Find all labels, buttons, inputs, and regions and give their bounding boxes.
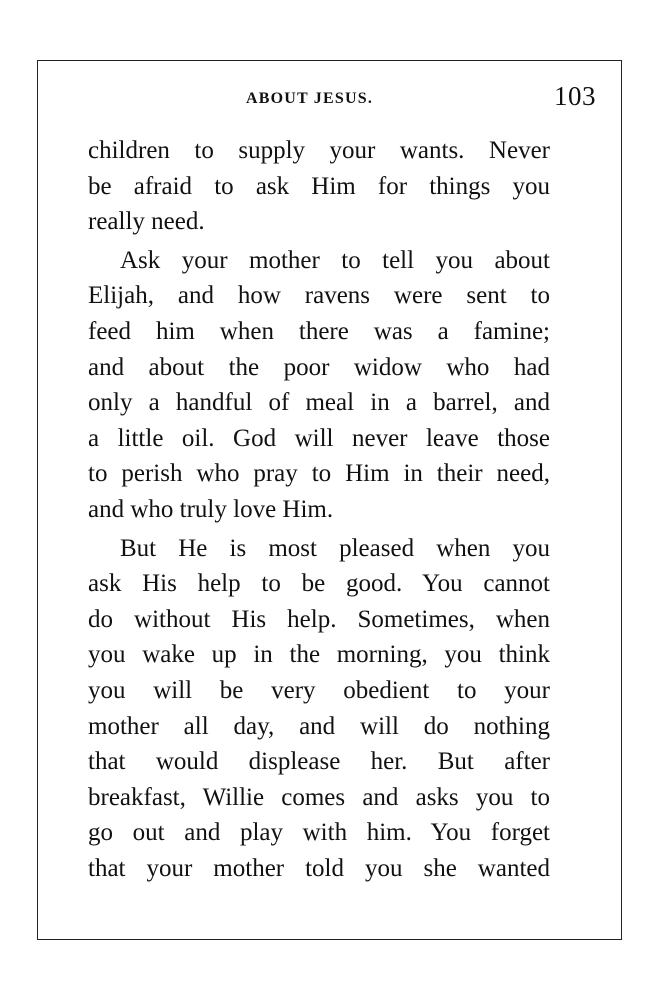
text-line: Ask your mother to tell you about [120,246,550,274]
page-header [38,79,621,119]
text-line: Elijah, and how ravens were sent to [88,282,550,310]
text-line: ask His help to be good. You cannot [88,570,550,598]
text-line: go out and play with him. You forget [88,819,550,847]
text-line: breakfast, Willie comes and asks you to [88,783,550,811]
text-line: that your mother told you she wanted [88,854,550,882]
page-number: 103 [554,81,596,111]
text-line: mother all day, and will do nothing [88,712,550,740]
text-line: do without His help. Sometimes, when [88,605,550,633]
running-title: ABOUT JESUS. [246,90,374,107]
text-line: only a handful of meal in a barrel, and [88,389,550,417]
text-line: really need. [88,208,205,236]
text-line: But He is most pleased when you [120,534,550,562]
text-line: a little oil. God will never leave those [88,424,550,452]
text-line: and who truly love Him. [88,495,334,523]
text-line: be afraid to ask Him for things you [88,172,550,200]
text-line: feed him when there was a famine; [88,317,550,345]
text-line: and about the poor widow who had [88,353,550,381]
text-line: that would displease her. But after [88,748,550,776]
body-text [88,133,550,886]
text-line: children to supply your wants. Never [88,137,550,164]
page-frame [37,60,622,940]
text-line: you wake up in the morning, you think [88,641,550,669]
text-line: you will be very obedient to your [88,676,550,704]
text-line: to perish who pray to Him in their need, [88,460,550,488]
